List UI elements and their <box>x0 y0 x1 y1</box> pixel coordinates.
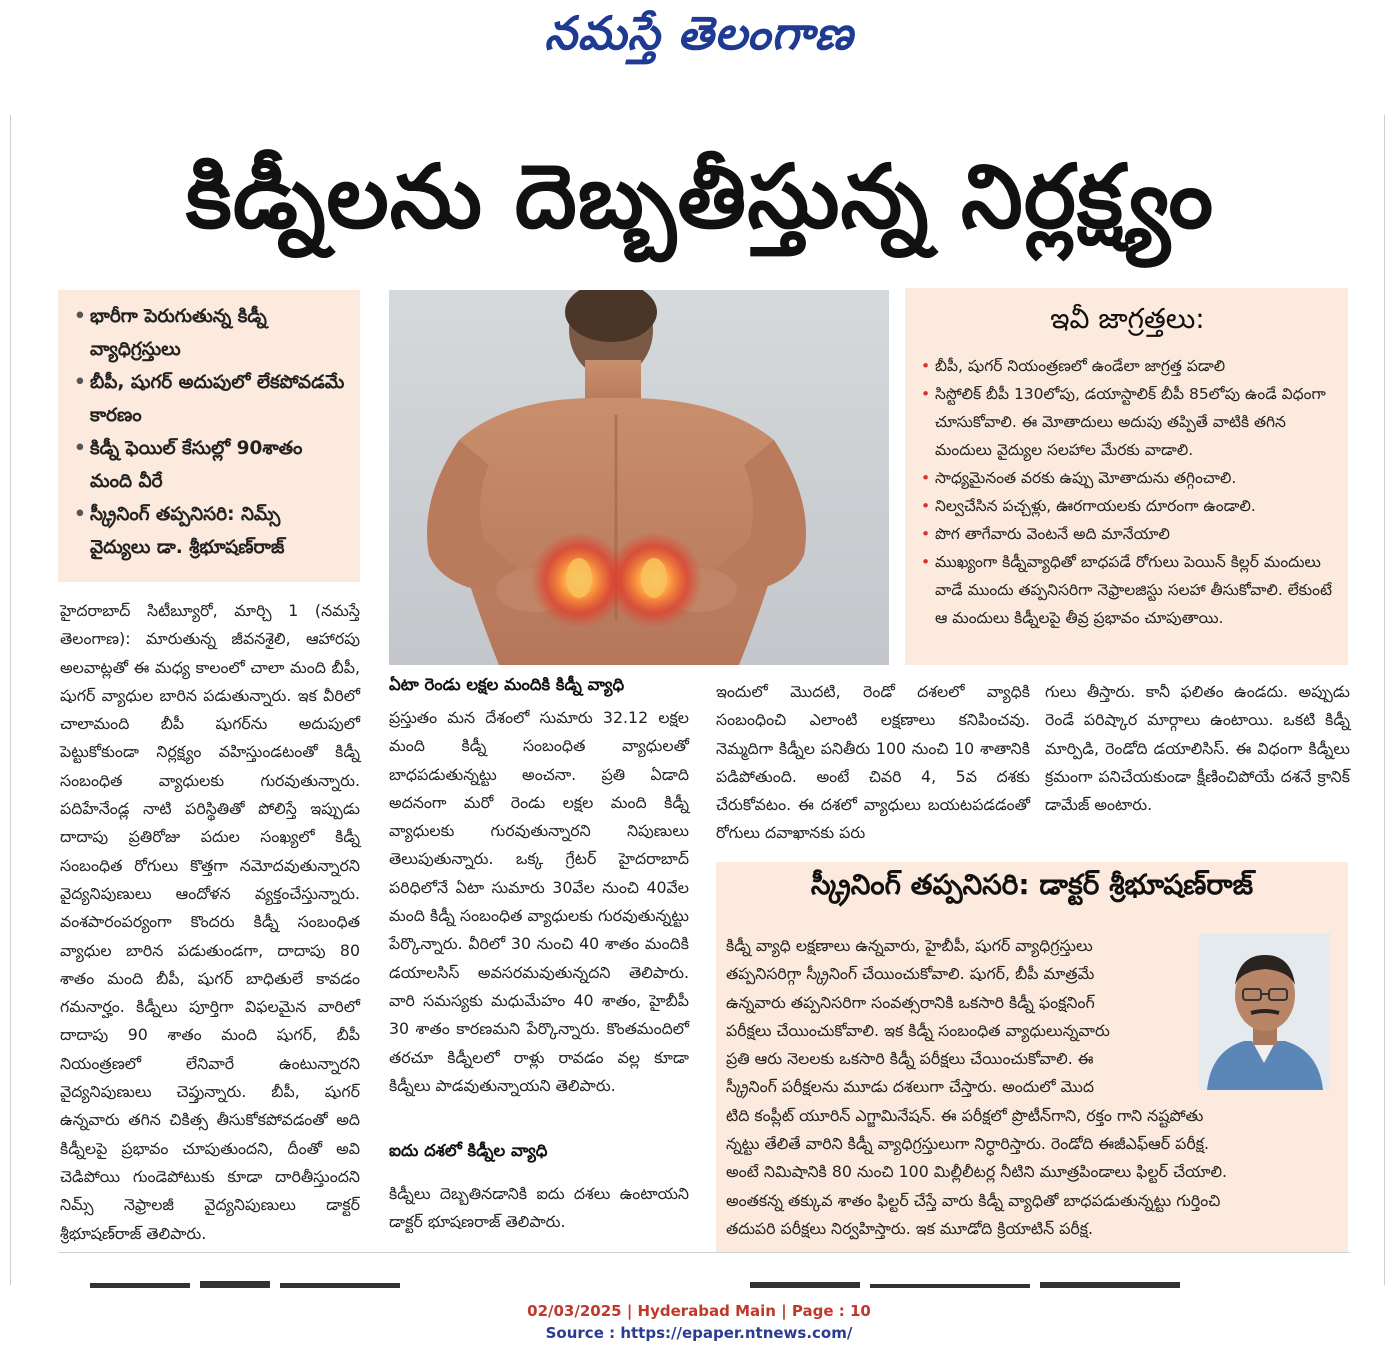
bottom-rule <box>58 1252 1350 1253</box>
screening-line: తదుపరి పరీక్షలు నిర్వహిస్తారు. ఇక మూడోది క్రియాటిన్ పరీక్ష. <box>726 1218 1094 1238</box>
masthead-title: నమస్తే తెలంగాణ <box>544 6 854 60</box>
screening-line: స్క్రీనింగ్ పరీక్షలను మూడు దశలుగా చేస్తారు. అందులో మొద <box>726 1077 1094 1097</box>
article-headline: కిడ్నీలను దెబ్బతీస్తున్న నిర్లక్ష్యం <box>185 145 1215 248</box>
article-column-3: ఇందులో మొదటి, రెండో దశలలో వ్యాధికి సంబంధించి ఎలాంటి లక్షణాలు కనిపించవు. నెమ్మదిగా కిడ్నీల పనితీరు 100 నుంచి 10 శాతానికి పడిపోతుంది. అంటే చివరి 4, 5వ దశకు చేరుకోవటం. ఈ దశలో వ్యాధులు బయటపడడంతో రోగులు దవాఖానకు పరు <box>716 682 1030 843</box>
precaution-item: • ముఖ్యంగా కిడ్నీవ్యాధితో బాధపడే రోగులు పెయిన్ కిల్లర్ మందులు వాడే ముందు తప్పనిసరిగా నెఫ్రాలజిస్టు సలహా తీసుకోవాలి. లేకుంటే ఆ మందులు కిడ్నీలపై తీవ్ర ప్రభావం చూపుతాయి. <box>935 548 1336 632</box>
right-margin-rule <box>1384 115 1385 1285</box>
masthead <box>0 0 1398 80</box>
screening-line: ప్రతి ఆరు నెలలకు ఒకసారి కిడ్నీ పరీక్షలు చేయించుకోవాలి. ఈ <box>726 1049 1094 1069</box>
precaution-item: • సిస్టోలిక్ బీపీ 130లోపు, డయాస్టాలిక్ బీపీ 85లోపు ఉండే విధంగా చూసుకోవాలి. ఈ మోతాదులు అదుపు తప్పితే వాటికి తగిన మందులు వైద్యుల సలహాల మేరకు వాడాలి. <box>935 380 1336 464</box>
left-margin-rule <box>0 115 11 1285</box>
precautions-list <box>919 352 1336 632</box>
highlight-item: • కిడ్నీ ఫెయిల్ కేసుల్లో 90శాతం మంది వీరే <box>90 432 346 498</box>
back-pain-illustration <box>389 290 889 665</box>
footer-source-link[interactable]: Source : https://epaper.ntnews.com/ <box>545 1324 853 1342</box>
precaution-item: • నిల్వచేసిన పచ్చళ్లు, ఊరగాయలకు దూరంగా ఉండాలి. <box>935 492 1336 520</box>
screening-line: తప్పనిసరిగ్గా స్క్రీనింగ్ చేయించుకోవాలి. షుగర్, బీపీ మాత్రమే <box>726 964 1095 984</box>
highlight-item: • భారీగా పెరుగుతున్న కిడ్నీ వ్యాధిగ్రస్తులు <box>90 300 346 366</box>
back-pain-photo <box>389 290 889 665</box>
article-column-4: గులు తీస్తారు. కానీ ఫలితం ఉండదు. అప్పుడు రెండే పరిష్కార మార్గాలు ఉంటాయి. ఒకటి కిడ్నీ మార్పిడి, రెండోది డయాలిసిస్. ఈ విధంగా కిడ్నీలు క్రమంగా పనిచేయకుండా క్షీణించిపోయే దశనే క్రానిక్ డామేజ్ అంటారు. <box>1045 682 1350 815</box>
precautions-title: ఇవీ జాగ్రత్తలు: <box>1050 302 1205 335</box>
screening-line: అంతకన్న తక్కువ శాతం ఫిల్టర్ చేస్తే వారు కిడ్నీ వ్యాధితో బాధపడుతున్నట్టు గుర్తించి <box>726 1190 1221 1210</box>
screening-line: పరీక్షలు చేయించుకోవాలి. ఇక కిడ్నీ సంబంధిత వ్యాధులున్నవారు <box>726 1020 1110 1040</box>
subheading-two-lakh: ఏటా రెండు లక్షల మందికి కిడ్నీ వ్యాధి <box>389 675 625 694</box>
precaution-item: • బీపీ, షుగర్ నియంత్రణలో ఉండేలా జాగ్రత్త పడాలి <box>935 352 1336 380</box>
screening-line: అంటే నిమిషానికి 80 నుంచి 100 మిల్లీలీటర్ల నీటిని మూత్రపిండాలు ఫిల్టర్ చేయాలి. <box>726 1162 1228 1182</box>
doctor-portrait-illustration <box>1199 933 1330 1090</box>
article-column-2-continued: కిడ్నీలు దెబ్బతినడానికి ఐదు దశలు ఉంటాయని డాక్టర్ భూషణరాజ్ తెలిపారు. <box>389 1184 689 1232</box>
highlights-box <box>58 290 360 582</box>
footer-date-edition: 02/03/2025 | Hyderabad Main | Page : 10 <box>527 1302 871 1320</box>
highlight-item: • స్క్రీనింగ్ తప్పనిసరి: నిమ్స్ వైద్యులు డా. శ్రీభూషణ్‌రాజ్ <box>90 498 346 564</box>
article-column-1: హైదరాబాద్ సిటీబ్యూరో, మార్చి 1 (నమస్తే తెలంగాణ): మారుతున్న జీవనశైలి, ఆహారపు అలవాట్లతో ఈ మధ్య కాలంలో చాలా మంది బీపీ, షుగర్ వ్యాధుల బారిన పడుతున్నారు. ఇక వీరిలో చాలామంది బీపీ షుగర్‌ను అదుపులో పెట్టుకోకుండా నిర్లక్ష్యం వహిస్తుండటంతో కిడ్నీ సంబంధిత వ్యాధులకు గురవుతున్నారు. పదిహేనేండ్ల నాటి పరిస్థితితో పోలిస్తే ఇప్పుడు దాదాపు ప్రతిరోజు పదుల సంఖ్యలో కిడ్నీ సంబంధిత రోగులు కొత్తగా నమోదవుతున్నారని వైద్యనిపుణులు ఆందోళన వ్యక్తంచేస్తున్నారు. వంశపారంపర్యంగా కొందరు కిడ్నీ సంబంధిత వ్యాధుల బారిన పడుతుండగా, దాదాపు 80 శాతం మంది బీపీ, షుగర్ బాధితులే కావడం గమనార్హం. కిడ్నీలు పూర్తిగా విఫలమైన వారిలో దాదాపు 90 శాతం మంది షుగర్, బీపీ నియంత్రణలో లేనివారే ఉంటున్నారని వైద్యనిపుణులు చెప్తున్నారు. బీపీ, షుగర్ ఉన్నవారు తగిన చికిత్స తీసుకోకపోవడంతో అది కిడ్నీలపై ప్రభావం చూపుతుందని, దీంతో అవి చెడిపోయి గుండెపోటుకు కూడా దారితీస్తుందని నిమ్స్ నెఫ్రాలజీ వైద్యనిపుణులు డాక్టర్ శ్రీభూషణ్‌రాజ్ తెలిపారు. <box>60 601 360 1243</box>
doctor-portrait-photo <box>1199 933 1330 1090</box>
precaution-item: • పొగ తాగేవారు వెంటనే అది మానేయాలి <box>935 520 1336 548</box>
subheading-five-stages: ఐదు దశలో కిడ్నీల వ్యాధి <box>389 1141 548 1160</box>
screening-line: కిడ్నీ వ్యాధి లక్షణాలు ఉన్నవారు, హైబీపీ, షుగర్ వ్యాధిగ్రస్తులు <box>726 936 1093 955</box>
highlight-item: • బీపీ, షుగర్ అదుపులో లేకపోవడమే కారణం <box>90 366 346 432</box>
precaution-item: • సాధ్యమైనంత వరకు ఉప్పు మోతాదును తగ్గించాలి. <box>935 464 1336 492</box>
screening-line: ఉన్నవారు తప్పనిసరిగా సంవత్సరానికి ఒకసారి కిడ్నీ ఫంక్షనింగ్ <box>726 992 1095 1012</box>
article-column-2 <box>389 675 689 1100</box>
precautions-box <box>905 288 1348 665</box>
screening-line: టిది కంప్లీట్ యూరిన్ ఎగ్జామినేషన్. ఈ పరీక్షలో ప్రొటీన్‌గాని, రక్తం గాని నష్టపోతు <box>726 1105 1204 1125</box>
screening-title: స్క్రీనింగ్ తప్పనిసరి: డాక్టర్ శ్రీభూషణ్‌రాజ్ <box>810 868 1254 901</box>
article-column-2-text: ప్రస్తుతం మన దేశంలో సుమారు 32.12 లక్షల మంది కిడ్నీ సంబంధిత వ్యాధులతో బాధపడుతున్నట్టు అంచనా. ప్రతి ఏడాది అదనంగా మరో రెండు లక్షల మంది కిడ్నీ వ్యాధులకు గురవుతున్నారని నిపుణులు తెలుపుతున్నారు. ఒక్క గ్రేటర్ హైదరాబాద్ పరిధిలోనే ఏటా సుమారు 30వేల నుంచి 40వేల మంది కిడ్నీ సంబంధిత వ్యాధులకు గురవుతున్నట్టు పేర్కొన్నారు. వీరిలో 30 నుంచి 40 శాతం మందికి డయాలసిస్ అవసరమవుతున్నదని తెలిపారు. వారి సమస్యకు మధుమేహం 40 శాతం, హైబీపీ 30 శాతం కారణమని పేర్కొన్నారు. కొంతమందిలో తరచూ కిడ్నీలలో రాళ్లు రావడం వల్ల కూడా కిడ్నీలు పాడవుతున్నాయని తెలిపారు. <box>389 708 689 1095</box>
highlights-list <box>72 300 346 564</box>
next-article-cutoff <box>90 1276 1330 1288</box>
screening-line: న్నట్టు తేలితే వారిని కిడ్నీ వ్యాధిగ్రస్తులుగా నిర్ధారిస్తారు. రెండోది ఈజీఎఫ్ఆర్ పరీక్ష. <box>726 1134 1209 1154</box>
